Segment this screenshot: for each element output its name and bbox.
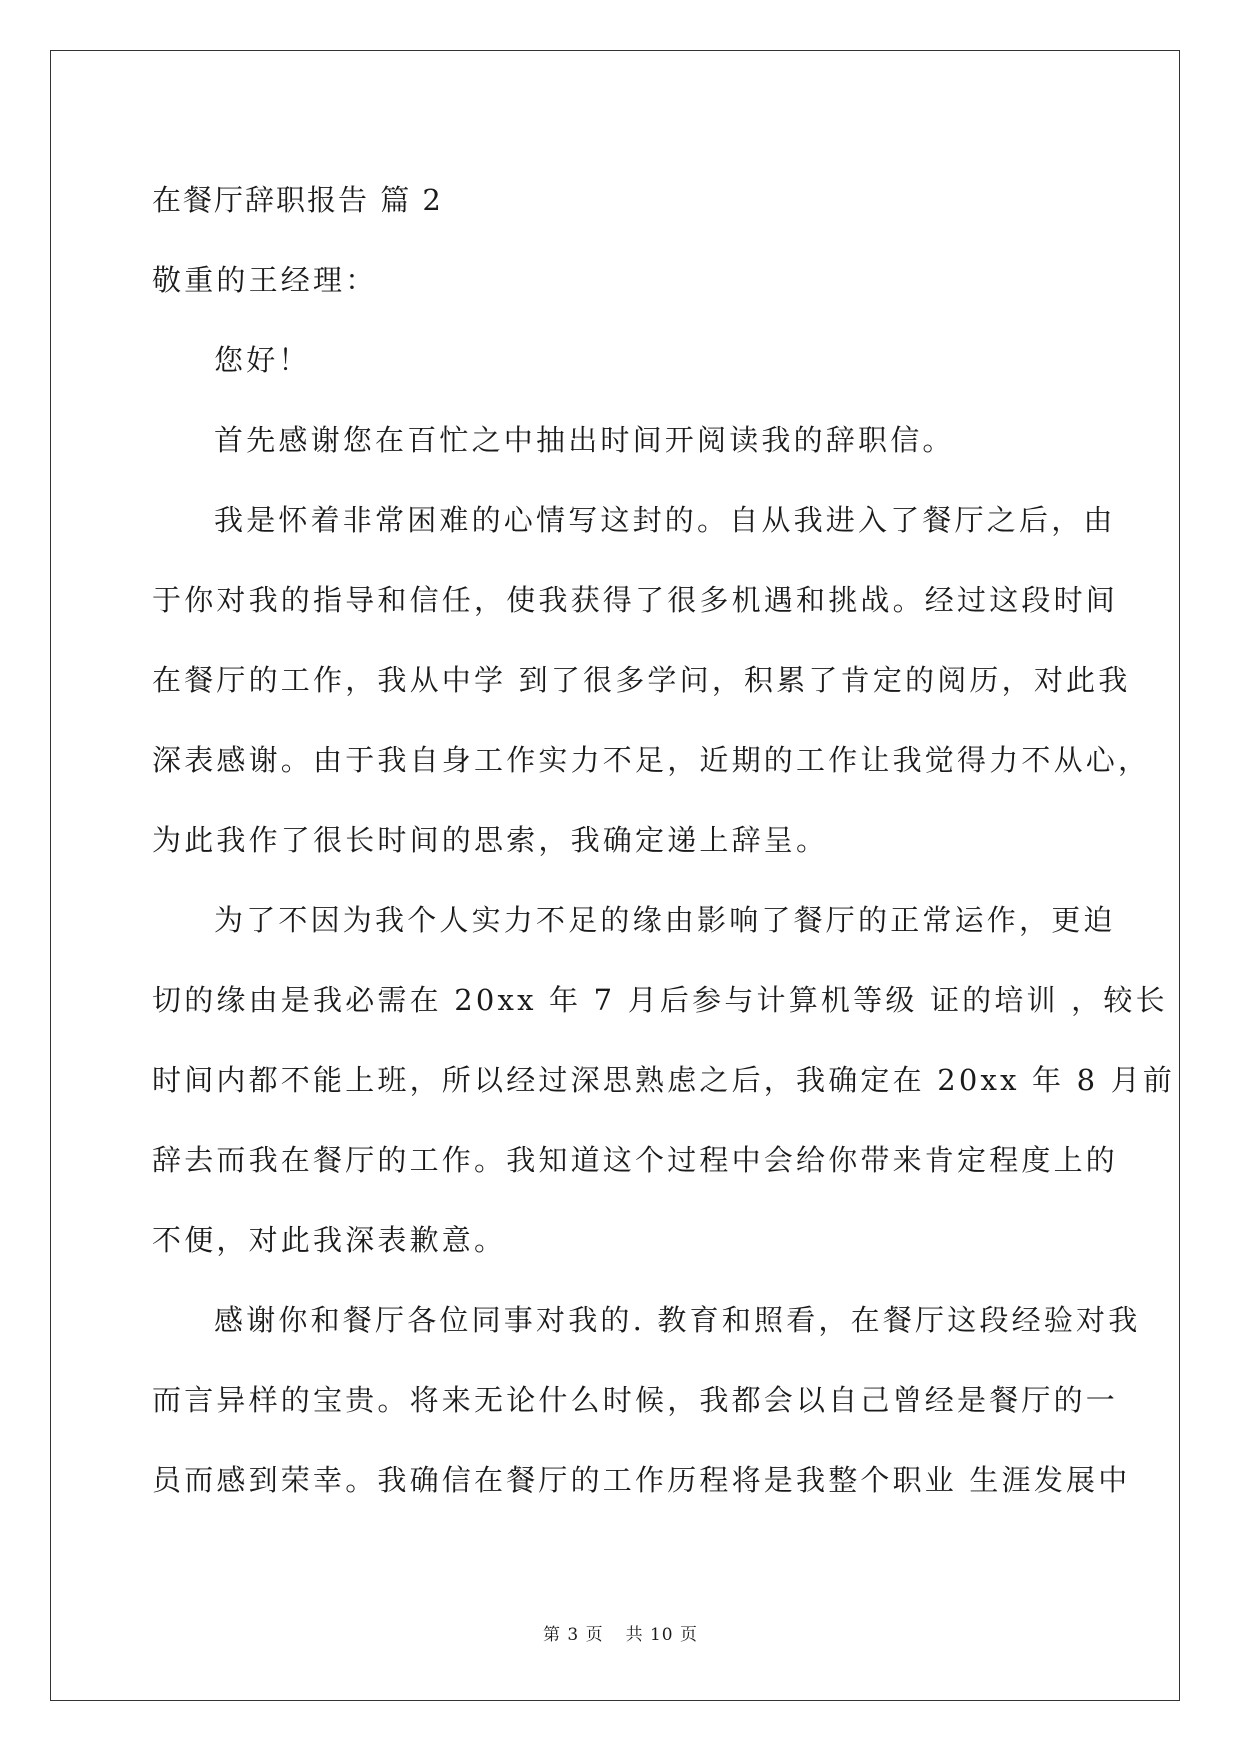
- greeting: 您好！: [214, 343, 311, 377]
- paragraph-line: 首先感谢您在百忙之中抽出时间开阅读我的辞职信。: [214, 423, 955, 457]
- paragraph-line: 为了不因为我个人实力不足的缘由影响了餐厅的正常运作，更迫: [214, 903, 1116, 937]
- paragraph-line: 深表感谢。由于我自身工作实力不足，近期的工作让我觉得力不从心，: [152, 743, 1151, 777]
- paragraph-line: 于你对我的指导和信任，使我获得了很多机遇和挑战。经过这段时间: [152, 583, 1119, 617]
- salutation: 敬重的王经理：: [152, 263, 378, 297]
- paragraph-line: 辞去而我在餐厅的工作。我知道这个过程中会给你带来肯定程度上的: [152, 1143, 1119, 1177]
- paragraph-line: 为此我作了很长时间的思索，我确定递上辞呈。: [152, 823, 829, 857]
- document-title: 在餐厅辞职报告 篇 2: [152, 183, 443, 217]
- paragraph-line: 我是怀着非常困难的心情写这封的。自从我进入了餐厅之后，由: [214, 503, 1116, 537]
- paragraph-line: 而言异样的宝贵。将来无论什么时候，我都会以自己曾经是餐厅的一: [152, 1383, 1119, 1417]
- page-number: 第 3 页: [542, 1625, 604, 1645]
- paragraph-line: 在餐厅的工作，我从中学 到了很多学问，积累了肯定的阅历，对此我: [152, 663, 1131, 697]
- page-footer: [0, 1620, 1241, 1645]
- paragraph-line: 不便，对此我深表歉意。: [152, 1223, 507, 1257]
- paragraph-line: 员而感到荣幸。我确信在餐厅的工作历程将是我整个职业 生涯发展中: [152, 1463, 1131, 1497]
- paragraph-line: 感谢你和餐厅各位同事对我的. 教育和照看，在餐厅这段经验对我: [214, 1303, 1141, 1337]
- document-body: [152, 160, 1176, 1520]
- paragraph-line: 切的缘由是我必需在 20xx 年 7 月后参与计算机等级 证的培训 ，较长: [152, 983, 1168, 1017]
- page-total: 共 10 页: [625, 1625, 699, 1645]
- paragraph-line: 时间内都不能上班，所以经过深思熟虑之后，我确定在 20xx 年 8 月前: [152, 1063, 1176, 1097]
